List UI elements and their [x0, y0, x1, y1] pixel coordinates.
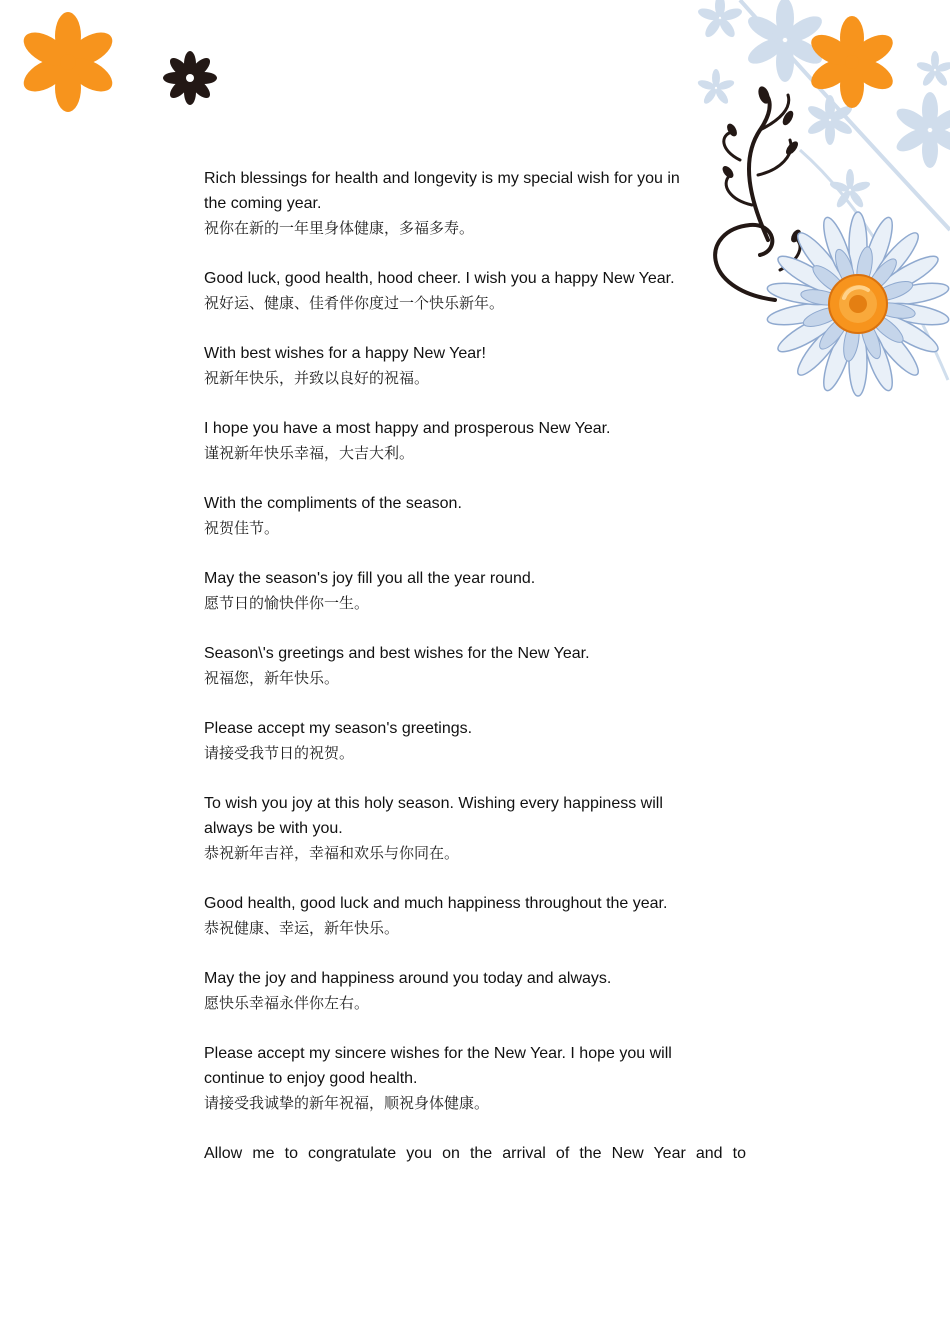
list-item	[204, 341, 746, 391]
chinese-greeting: 恭祝健康、幸运，新年快乐。	[204, 919, 400, 937]
english-greeting: Please accept my season's greetings.	[204, 720, 473, 737]
english-greeting: With the compliments of the season.	[204, 495, 462, 512]
chinese-greeting: 祝你在新的一年里身体健康，多福多寿。	[204, 219, 475, 237]
chinese-greeting: 愿快乐幸福永伴你左右。	[204, 994, 370, 1012]
blue-daisy-icon	[766, 212, 950, 396]
top-left-decoration	[0, 0, 240, 130]
list-item	[204, 166, 746, 241]
list-item	[204, 491, 746, 541]
english-greeting: Season\'s greetings and best wishes for the New Year.	[204, 645, 590, 662]
chinese-greeting: 请接受我节日的祝贺。	[204, 744, 355, 762]
list-item	[204, 566, 746, 616]
chinese-greeting: 请接受我诚挚的新年祝福，顺祝身体健康。	[204, 1094, 490, 1112]
chinese-greeting: 祝贺佳节。	[204, 519, 280, 537]
english-greeting: To wish you joy at this holy season. Wishing every happiness will always be with you.	[204, 795, 668, 837]
black-flower-icon	[163, 51, 217, 105]
orange-flower-icon	[18, 12, 118, 112]
english-greeting-trailing: Allow me to congratulate you on the arrival of the New Year and to	[204, 1145, 746, 1162]
chinese-greeting: 祝福您，新年快乐。	[204, 669, 340, 687]
list-item	[204, 966, 746, 1016]
chinese-greeting: 恭祝新年吉祥，幸福和欢乐与你同在。	[204, 844, 460, 862]
greetings-list	[204, 166, 746, 1191]
orange-flower-icon	[806, 16, 898, 108]
english-greeting: With best wishes for a happy New Year!	[204, 345, 486, 362]
chinese-greeting: 祝好运、健康、佳肴伴你度过一个快乐新年。	[204, 294, 505, 312]
english-greeting: May the season's joy fill you all the year round.	[204, 570, 536, 587]
chinese-greeting: 祝新年快乐，并致以良好的祝福。	[204, 369, 430, 387]
chinese-greeting: 谨祝新年快乐幸福，大吉大利。	[204, 444, 415, 462]
english-greeting: I hope you have a most happy and prosperous New Year.	[204, 420, 611, 437]
list-item	[204, 1041, 746, 1116]
list-item	[204, 266, 746, 316]
english-greeting: Please accept my sincere wishes for the New Year. I hope you will continue to enjoy good health.	[204, 1045, 677, 1087]
chinese-greeting: 愿节日的愉快伴你一生。	[204, 594, 370, 612]
list-item-trailing	[204, 1141, 746, 1166]
list-item	[204, 891, 746, 941]
list-item	[204, 791, 746, 866]
english-greeting: Rich blessings for health and longevity is my special wish for you in the coming year.	[204, 170, 685, 212]
list-item	[204, 641, 746, 691]
list-item	[204, 716, 746, 766]
english-greeting: May the joy and happiness around you today and always.	[204, 970, 612, 987]
english-greeting: Good health, good luck and much happiness throughout the year.	[204, 895, 668, 912]
list-item	[204, 416, 746, 466]
english-greeting: Good luck, good health, hood cheer. I wish you a happy New Year.	[204, 270, 675, 287]
